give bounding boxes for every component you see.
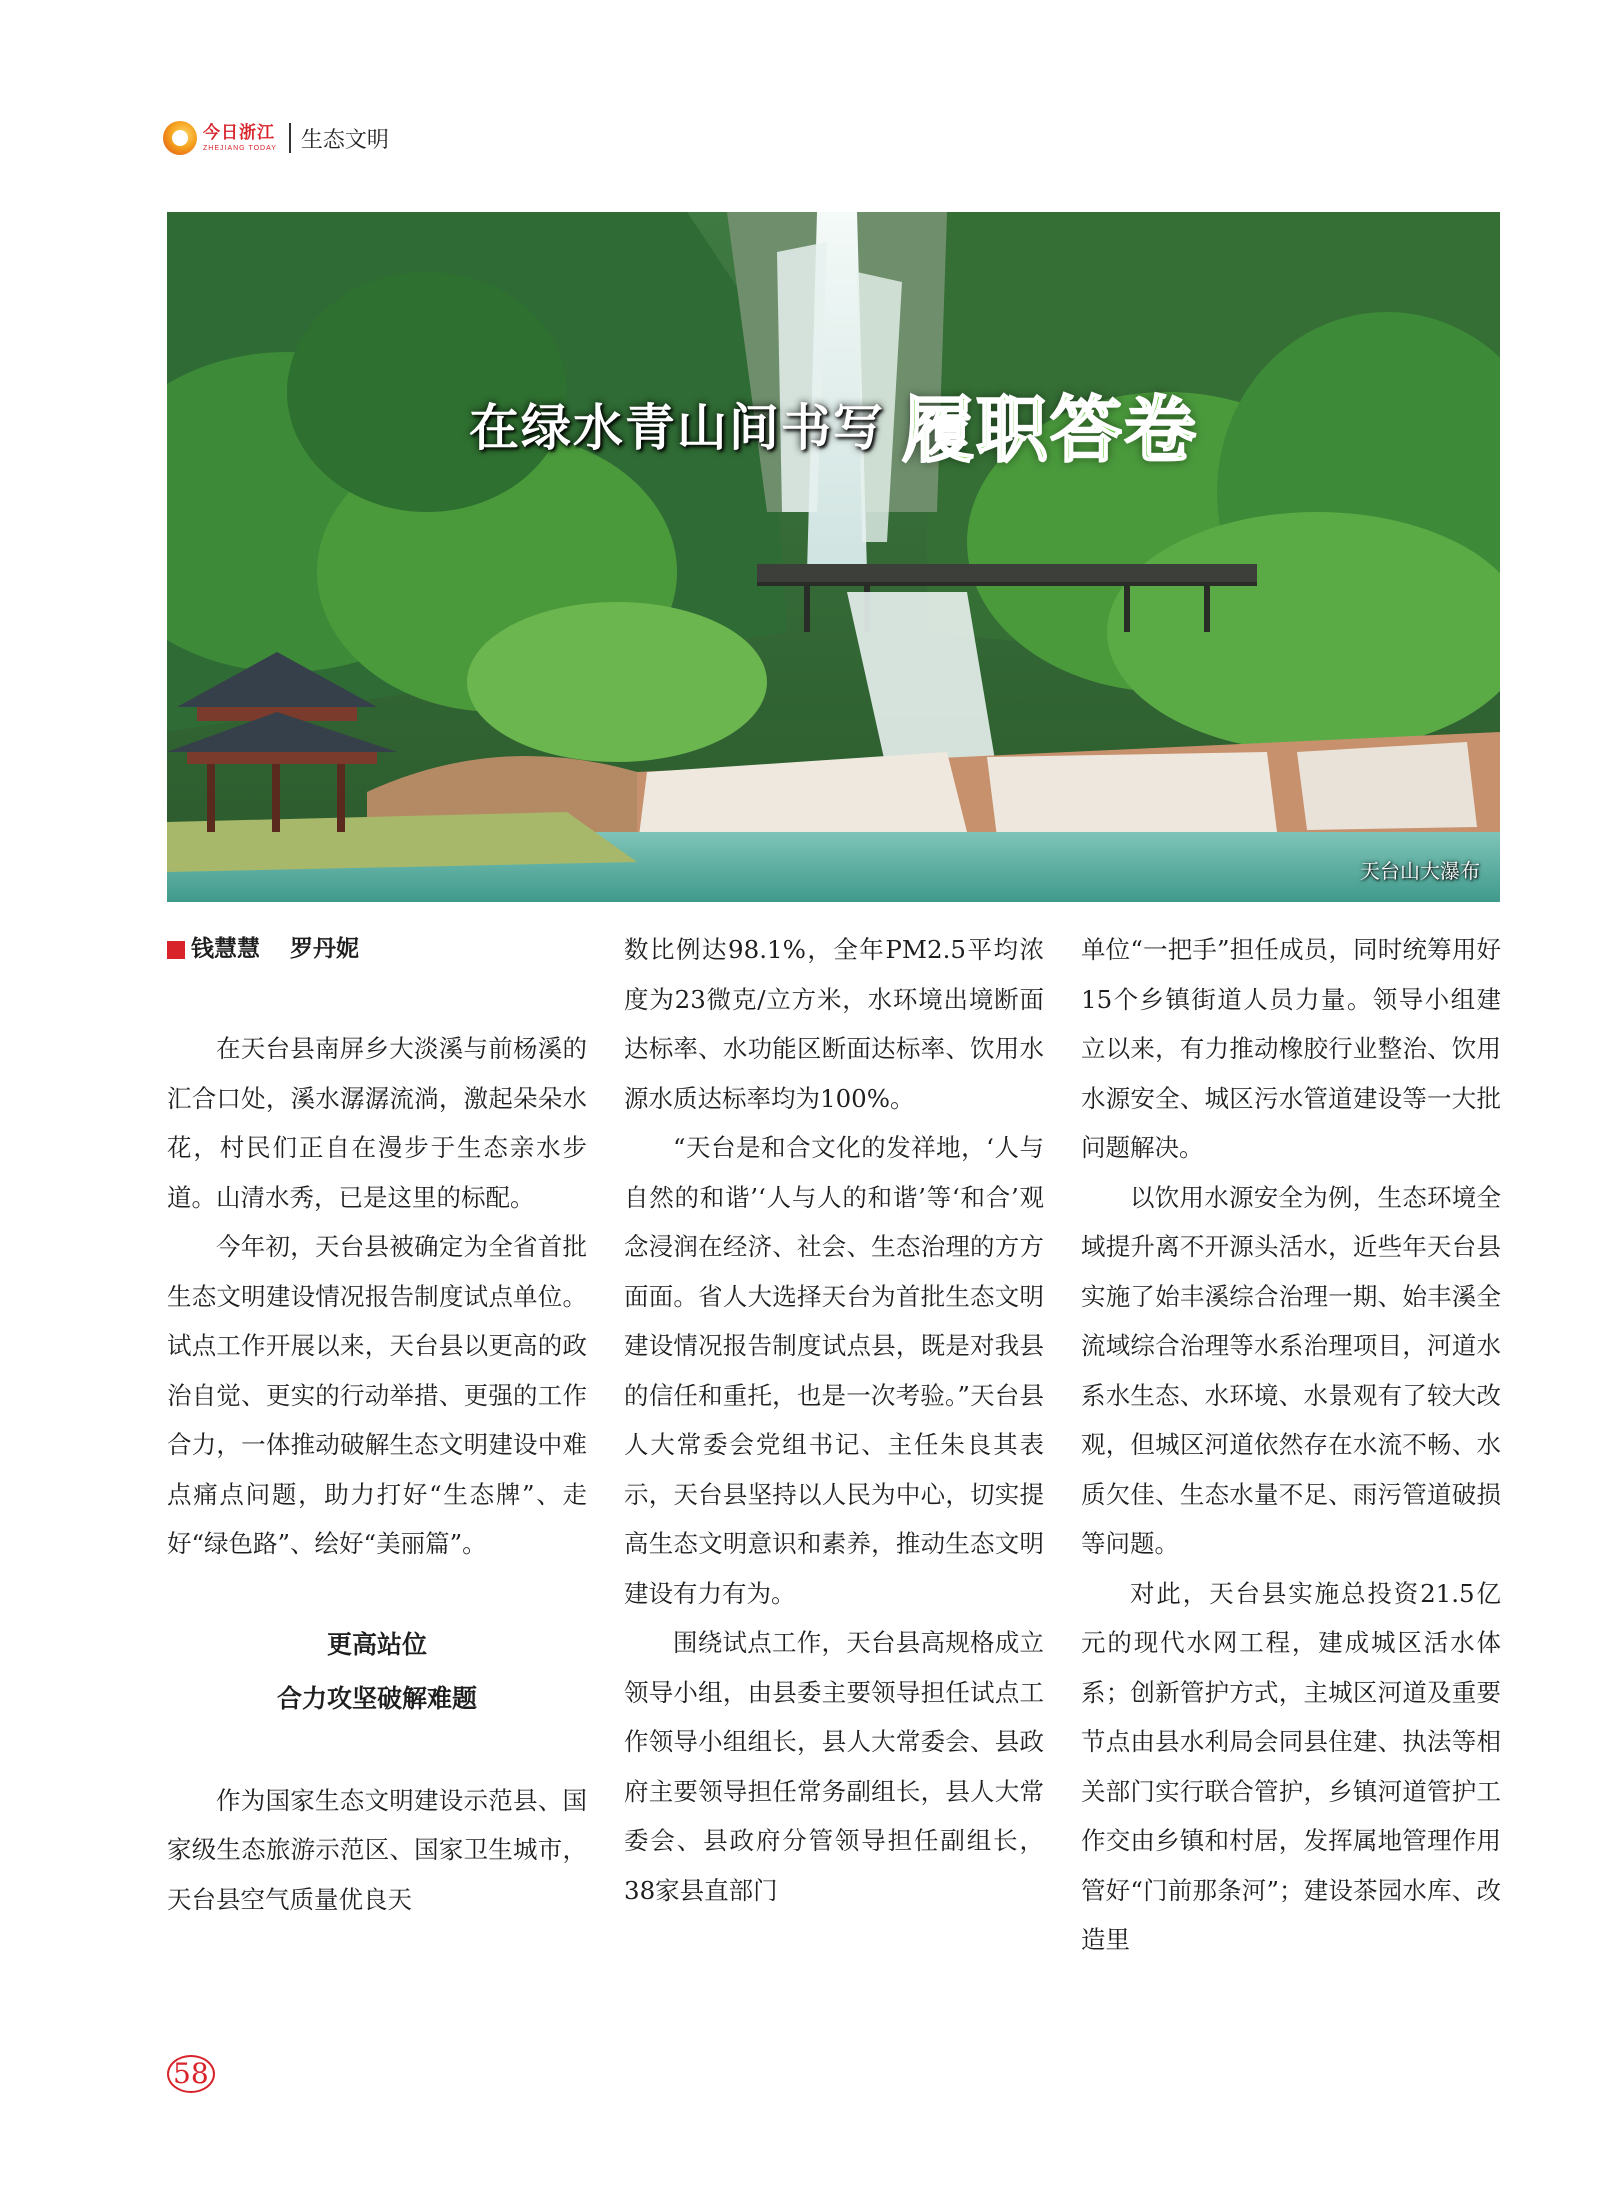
page-number	[167, 2055, 215, 2093]
paragraph: 数比例达98.1%，全年PM2.5平均浓度为23微克/立方米，水环境出境断面达标率、水功能区断面达标率、饮用水源水质达标率均为100%。	[624, 935, 1044, 1113]
hero-photo	[167, 212, 1500, 902]
section-title: 生态文明	[300, 127, 389, 153]
article-column-3	[1081, 925, 1501, 1965]
author-name-2: 罗丹妮	[290, 936, 359, 962]
paragraph: 以饮用水源安全为例，生态环境全域提升离不开源头活水，近些年天台县实施了始丰溪综合治理一期、始丰溪全流域综合治理等水系治理项目，河道水系水生态、水环境、水景观有了较大改观，但城区河道依然存在水流不畅、水质欠佳、生态水量不足、雨污管道破损等问题。	[1081, 1182, 1501, 1558]
paragraph: 在天台县南屏乡大淡溪与前杨溪的汇合口处，溪水潺潺流淌，激起朵朵水花，村民们正自在漫步于生态亲水步道。山清水秀，已是这里的标配。	[167, 1034, 587, 1212]
article-column-2	[624, 925, 1044, 1915]
logo-english-name: ZHEJIANG TODAY	[203, 144, 277, 152]
logo-sun-icon	[163, 121, 197, 155]
magazine-logo	[163, 121, 277, 155]
byline	[167, 925, 587, 975]
author-name-1: 钱慧慧	[191, 936, 260, 962]
paragraph: 围绕试点工作，天台县高规格成立领导小组，由县委主要领导担任试点工作领导小组组长，县人大常委会、县政府主要领导担任常务副组长，县人大常委会、县政府分管领导担任副组长，38家县直部门	[624, 1628, 1044, 1905]
hero-headline	[167, 372, 1500, 476]
photo-caption: 天台山大瀑布	[1360, 859, 1480, 883]
headline-main: 在绿水青山间书写	[468, 398, 885, 457]
byline-marker-icon	[167, 941, 185, 959]
subheading-line-2: 合力攻坚破解难题	[276, 1684, 477, 1713]
page-header	[163, 118, 389, 158]
header-divider	[289, 123, 291, 153]
headline-accent: 履职答卷	[902, 388, 1199, 472]
subheading-line-1: 更高站位	[326, 1630, 427, 1659]
paragraph: 作为国家生态文明建设示范县、国家级生态旅游示范区、国家卫生城市，天台县空气质量优良天	[167, 1785, 587, 1914]
page-number-value: 58	[167, 2055, 215, 2093]
article-column-1	[167, 925, 587, 1924]
logo-chinese-name: 今日浙江	[203, 122, 275, 143]
paragraph: 单位“一把手”担任成员，同时统筹用好15个乡镇街道人员力量。领导小组建立以来，有力推动橡胶行业整治、饮用水源安全、城区污水管道建设等一大批问题解决。	[1081, 935, 1501, 1162]
logo-wordmark	[203, 122, 277, 152]
paragraph: 对此，天台县实施总投资21.5亿元的现代水网工程，建成城区活水体系；创新管护方式，主城区河道及重要节点由县水利局会同县住建、执法等相关部门实行联合管护，乡镇河道管护工作交由乡镇和村居，发挥属地管理作用管好“门前那条河”；建设茶园水库、改造里	[1081, 1578, 1501, 1954]
waterfall-landscape-image	[167, 212, 1500, 902]
paragraph: 今年初，天台县被确定为全省首批生态文明建设情况报告制度试点单位。试点工作开展以来，天台县以更高的政治自觉、更实的行动举措、更强的工作合力，一体推动破解生态文明建设中难点痛点问题，助力打好“生态牌”、走好“绿色路”、绘好“美丽篇”。	[167, 1232, 587, 1558]
paragraph: “天台是和合文化的发祥地，‘人与自然的和谐’‘人与人的和谐’等‘和合’观念浸润在经济、社会、生态治理的方方面面。省人大选择天台为首批生态文明建设情况报告制度试点县，既是对我县的信任和重托，也是一次考验。”天台县人大常委会党组书记、主任朱良其表示，天台县坚持以人民为中心，切实提高生态文明意识和素养，推动生态文明建设有力有为。	[624, 1133, 1044, 1608]
